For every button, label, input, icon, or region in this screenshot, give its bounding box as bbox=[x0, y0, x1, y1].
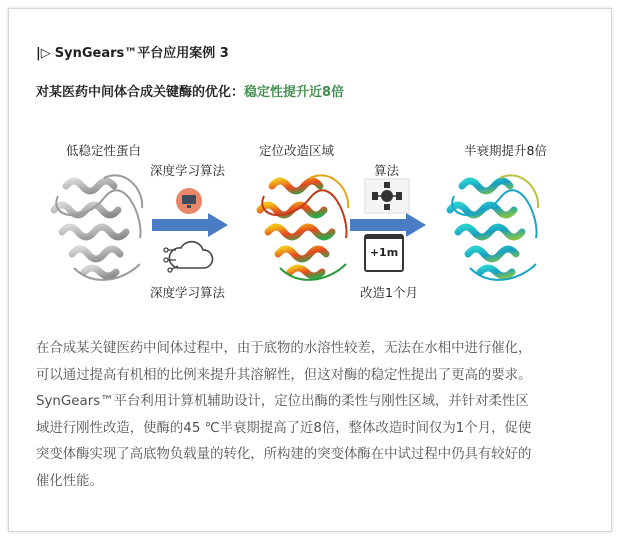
triangle-bullet-icon: |▷ bbox=[36, 46, 51, 61]
arrow1-bottom-label: 深度学习算法 bbox=[150, 285, 226, 300]
improved-half-life-protein-image bbox=[440, 168, 552, 290]
description-line: 催化性能。 bbox=[36, 473, 103, 489]
arrow2-top-label: 算法 bbox=[374, 163, 400, 178]
case-description bbox=[36, 336, 592, 495]
description-line: 突变体酶实现了高底物负载量的转化，所构建的突变体酶在中试过程中仍具有较好的 bbox=[36, 447, 532, 462]
calendar-text: +1m bbox=[369, 246, 399, 259]
calendar-icon bbox=[364, 234, 404, 272]
case-title-text: SynGears™平台应用案例 3 bbox=[54, 46, 229, 61]
description-line: SynGears™平台利用计算机辅助设计，定位出酶的柔性与刚性区域，并针对柔性区 bbox=[36, 394, 529, 409]
algorithm-icon bbox=[364, 178, 410, 214]
description-line: 可以通过提高有机相的比例来提升其溶解性，但这对酶的稳定性提出了更高的要求。 bbox=[36, 367, 532, 383]
cloud-network-icon bbox=[162, 236, 216, 276]
arrow2-bottom-label: 改造1个月 bbox=[360, 285, 418, 300]
case-title bbox=[36, 42, 229, 61]
description-line: 域进行刚性改造，使酶的45 ℃半衰期提高了近8倍，整体改造时间仅为1个月，促使 bbox=[36, 420, 532, 436]
panel2-label: 定位改造区域 bbox=[259, 143, 335, 158]
arrow-right-icon-1 bbox=[152, 213, 228, 237]
subtitle bbox=[36, 81, 344, 100]
description-line: 在合成某关键医药中间体过程中，由于底物的水溶性较差，无法在水相中进行催化， bbox=[36, 341, 532, 356]
panel3-label: 半衰期提升8倍 bbox=[464, 143, 547, 158]
arrow1-top-label: 深度学习算法 bbox=[150, 163, 226, 178]
subtitle-prefix: 对某医药中间体合成关键酶的优化： bbox=[36, 85, 245, 100]
panel1-label: 低稳定性蛋白 bbox=[66, 143, 142, 158]
computer-icon bbox=[176, 188, 202, 214]
low-stability-protein-image bbox=[44, 168, 154, 290]
targeted-region-protein-image bbox=[250, 168, 360, 290]
subtitle-highlight: 稳定性提升近8倍 bbox=[244, 85, 345, 100]
